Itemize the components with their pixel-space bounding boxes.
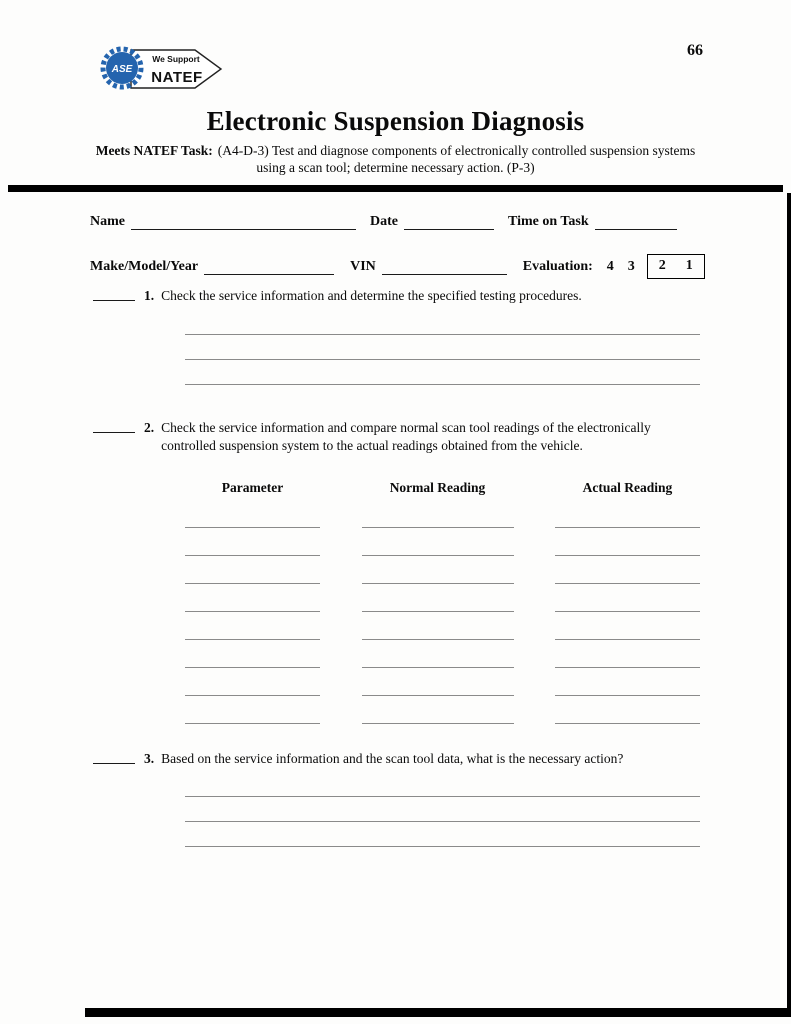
time-on-task-label: Time on Task — [508, 214, 589, 229]
page-number: 66 — [687, 42, 703, 59]
question-3-answer-blank[interactable] — [93, 750, 135, 764]
question-3-write-lines — [185, 772, 700, 847]
logo-natef-text: NATEF — [151, 69, 203, 86]
ase-logo-text: ASE — [111, 64, 133, 75]
date-blank[interactable] — [404, 216, 494, 230]
natef-task — [80, 142, 711, 176]
table-line[interactable] — [185, 612, 320, 640]
eval-box — [647, 254, 705, 279]
time-on-task-blank[interactable] — [595, 216, 677, 230]
col-header-parameter: Parameter — [221, 480, 284, 495]
natef-logo — [95, 38, 227, 98]
vin-label: VIN — [350, 259, 376, 274]
table-line[interactable] — [362, 696, 514, 724]
table-line[interactable] — [185, 584, 320, 612]
divider-rule — [8, 185, 783, 192]
table-line[interactable] — [362, 500, 514, 528]
eval-option-3: 3 — [627, 259, 635, 274]
evaluation-label: Evaluation: — [522, 259, 593, 274]
col-header-actual-reading: Actual Reading — [582, 480, 673, 495]
eval-option-1: 1 — [685, 258, 693, 273]
question-2-number: 2. — [144, 420, 155, 435]
table-line[interactable] — [185, 696, 320, 724]
table-line[interactable] — [362, 668, 514, 696]
scan-table-headers — [185, 480, 700, 496]
table-line[interactable] — [555, 696, 700, 724]
write-line[interactable] — [185, 310, 700, 335]
page-title: Electronic Suspension Diagnosis — [206, 106, 585, 136]
eval-option-4: 4 — [606, 259, 614, 274]
write-line[interactable] — [185, 772, 700, 797]
task-label: Meets NATEF Task: — [95, 143, 213, 158]
question-1-number: 1. — [144, 288, 155, 303]
table-line[interactable] — [362, 640, 514, 668]
make-model-year-blank[interactable] — [204, 261, 334, 275]
date-label: Date — [370, 214, 398, 229]
name-label: Name — [90, 214, 125, 229]
task-text: (A4-D-3) Test and diagnose components of electronically controlled suspension systems using a scan tool; determine necessary action. (P-3) — [217, 143, 696, 175]
table-line[interactable] — [185, 500, 320, 528]
question-3-text: Based on the service information and the scan tool data, what is the necessary action? — [161, 751, 624, 766]
table-line[interactable] — [362, 556, 514, 584]
table-line[interactable] — [555, 500, 700, 528]
question-2 — [93, 419, 703, 455]
write-line[interactable] — [185, 335, 700, 360]
scan-table-lines — [185, 500, 700, 724]
table-line[interactable] — [555, 528, 700, 556]
make-model-year-label: Make/Model/Year — [90, 259, 199, 274]
write-line[interactable] — [185, 797, 700, 822]
table-line[interactable] — [185, 668, 320, 696]
question-3-number: 3. — [144, 751, 155, 766]
question-1-write-lines — [185, 310, 700, 385]
table-line[interactable] — [185, 640, 320, 668]
question-1-text: Check the service information and determine the specified testing procedures. — [161, 288, 582, 303]
table-line[interactable] — [362, 612, 514, 640]
bottom-scan-edge — [85, 1008, 791, 1017]
question-3 — [93, 750, 703, 768]
info-row-2 — [90, 250, 705, 275]
logo-we-support-text: We Support — [152, 54, 200, 64]
table-line[interactable] — [555, 556, 700, 584]
table-line[interactable] — [555, 640, 700, 668]
write-line[interactable] — [185, 822, 700, 847]
question-1-answer-blank[interactable] — [93, 287, 135, 301]
table-line[interactable] — [555, 668, 700, 696]
col-header-normal-reading: Normal Reading — [389, 480, 486, 495]
question-2-answer-blank[interactable] — [93, 419, 135, 433]
write-line[interactable] — [185, 360, 700, 385]
question-2-text: Check the service information and compare normal scan tool readings of the electronically controlled suspension system to the actual readings obtained from the vehicle. — [161, 420, 651, 453]
vin-blank[interactable] — [382, 261, 507, 275]
right-scan-edge — [787, 193, 791, 1017]
table-line[interactable] — [185, 528, 320, 556]
question-1 — [93, 287, 703, 305]
table-line[interactable] — [362, 584, 514, 612]
table-line[interactable] — [555, 584, 700, 612]
info-row-1 — [90, 214, 677, 230]
eval-option-2: 2 — [658, 258, 666, 273]
table-line[interactable] — [362, 528, 514, 556]
table-line[interactable] — [185, 556, 320, 584]
name-blank[interactable] — [131, 216, 356, 230]
table-line[interactable] — [555, 612, 700, 640]
